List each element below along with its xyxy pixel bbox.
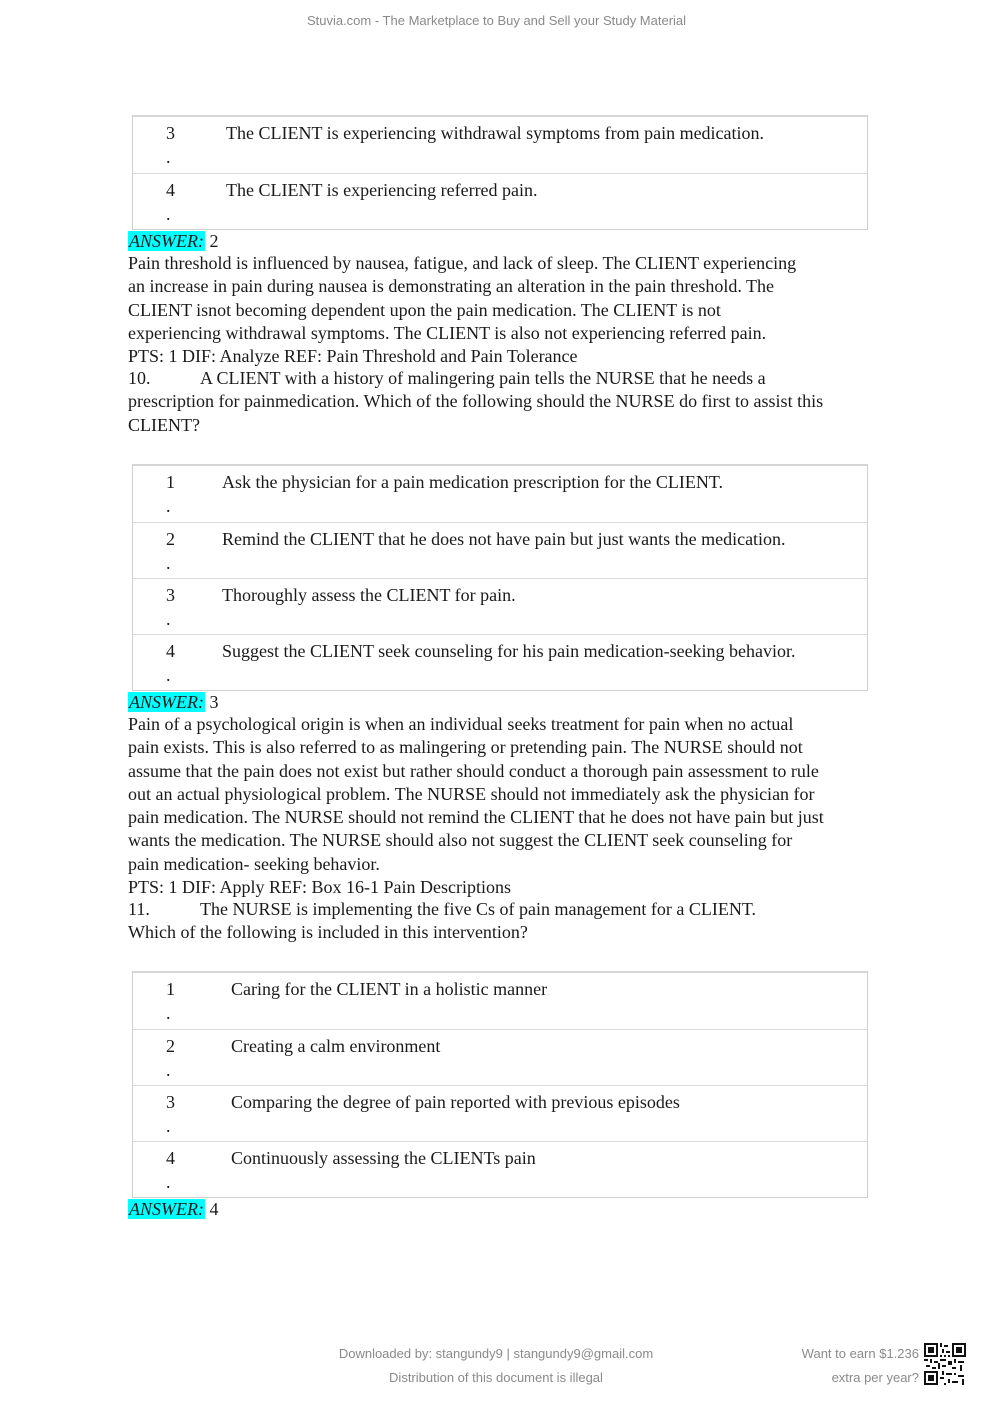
option-text: Ask the physician for a pain medication prescription for the CLIENT. xyxy=(222,472,724,492)
option-number: 2 xyxy=(166,529,175,549)
option-number: 3 xyxy=(166,585,175,605)
answer-label: ANSWER: xyxy=(129,1199,204,1219)
answer-line xyxy=(128,691,218,713)
option-row xyxy=(133,578,867,634)
earn-link-line1[interactable]: Want to earn $1.236 xyxy=(801,1346,919,1361)
option-text: Continuously assessing the CLIENTs pain xyxy=(231,1148,536,1168)
downloaded-by: Downloaded by: stangundy9 | stangundy9@gmail.com xyxy=(338,1346,654,1361)
option-row xyxy=(133,1085,867,1141)
option-text: Thoroughly assess the CLIENT for pain. xyxy=(222,585,516,605)
option-number: 3 xyxy=(166,123,175,143)
answer-value: 4 xyxy=(204,1199,219,1219)
option-dot: . xyxy=(166,1003,171,1023)
option-text: Caring for the CLIENT in a holistic manner xyxy=(231,979,548,999)
page-header[interactable]: Stuvia.com - The Marketplace to Buy and Sell your Study Material xyxy=(306,13,687,28)
answer-value: 2 xyxy=(204,231,219,251)
rationale-line: an increase in pain during nausea is demonstrating an alteration in the pain threshold. The xyxy=(128,276,774,297)
pts-line: PTS: 1 DIF: Apply REF: Box 16-1 Pain Descriptions xyxy=(128,877,512,898)
option-text: The CLIENT is experiencing referred pain. xyxy=(226,180,538,200)
option-row xyxy=(133,1141,867,1197)
question-text: CLIENT? xyxy=(128,414,200,435)
rationale-line: pain exists. This is also referred to as malingering or pretending pain. The NURSE should not xyxy=(128,737,803,758)
options-table xyxy=(132,971,868,1198)
option-row xyxy=(133,973,867,1029)
question-number: 11. xyxy=(128,899,150,919)
option-row xyxy=(133,117,867,173)
question-text: prescription for painmedication. Which of the following should the NURSE do first to assist this xyxy=(128,391,824,412)
option-dot: . xyxy=(166,553,171,573)
option-dot: . xyxy=(166,204,171,224)
rationale xyxy=(128,713,824,899)
answer-line xyxy=(128,1198,218,1220)
question-10 xyxy=(128,367,823,437)
option-number: 4 xyxy=(166,180,175,200)
option-row xyxy=(133,173,867,229)
option-dot: . xyxy=(166,1116,171,1136)
answer-label: ANSWER: xyxy=(129,692,204,712)
rationale-line: wants the medication. The NURSE should also not suggest the CLIENT seek counseling for xyxy=(128,830,793,851)
question-11 xyxy=(128,898,756,945)
option-row xyxy=(133,466,867,522)
option-row xyxy=(133,522,867,578)
option-text: Creating a calm environment xyxy=(231,1036,441,1056)
rationale-line: pain medication- seeking behavior. xyxy=(128,853,380,874)
option-number: 2 xyxy=(166,1036,175,1056)
option-number: 4 xyxy=(166,1148,175,1168)
option-dot: . xyxy=(166,609,171,629)
option-text: Comparing the degree of pain reported with previous episodes xyxy=(231,1092,680,1112)
answer-value: 3 xyxy=(204,692,219,712)
option-dot: . xyxy=(166,147,171,167)
answer-label: ANSWER: xyxy=(129,231,204,251)
option-dot: . xyxy=(166,665,171,685)
option-text: The CLIENT is experiencing withdrawal symptoms from pain medication. xyxy=(226,123,765,143)
option-text: Suggest the CLIENT seek counseling for his pain medication-seeking behavior. xyxy=(222,641,796,661)
option-dot: . xyxy=(166,1060,171,1080)
option-number: 1 xyxy=(166,979,175,999)
qr-code-icon[interactable] xyxy=(924,1343,966,1385)
rationale-line: Pain of a psychological origin is when an individual seeks treatment for pain when no actual xyxy=(128,714,794,734)
rationale-line: experiencing withdrawal symptoms. The CLIENT is also not experiencing referred pain. xyxy=(128,322,767,343)
options-table xyxy=(132,464,868,691)
rationale-line: assume that the pain does not exist but rather should conduct a thorough pain assessment to rule xyxy=(128,760,819,781)
option-row xyxy=(133,634,867,690)
question-text: Which of the following is included in this intervention? xyxy=(128,922,528,943)
distribution-notice: Distribution of this document is illegal xyxy=(389,1370,603,1385)
rationale-line: out an actual physiological problem. The NURSE should not immediately ask the physician for xyxy=(128,783,815,804)
rationale-line: CLIENT isnot becoming dependent upon the pain medication. The CLIENT is not xyxy=(128,299,721,320)
option-number: 3 xyxy=(166,1092,175,1112)
question-number: 10. xyxy=(128,368,151,388)
option-dot: . xyxy=(166,1172,171,1192)
options-table xyxy=(132,115,868,230)
rationale-line: Pain threshold is influenced by nausea, fatigue, and lack of sleep. The CLIENT experiencing xyxy=(128,253,797,273)
option-text: Remind the CLIENT that he does not have pain but just wants the medication. xyxy=(222,529,786,549)
answer-line xyxy=(128,230,218,252)
pts-line: PTS: 1 DIF: Analyze REF: Pain Threshold and Pain Tolerance xyxy=(128,346,578,367)
rationale xyxy=(128,252,796,368)
option-row xyxy=(133,1029,867,1085)
question-text: The NURSE is implementing the five Cs of pain management for a CLIENT. xyxy=(200,899,757,919)
rationale-line: pain medication. The NURSE should not remind the CLIENT that he does not have pain but just xyxy=(128,807,824,828)
option-number: 4 xyxy=(166,641,175,661)
question-text: A CLIENT with a history of malingering pain tells the NURSE that he needs a xyxy=(200,368,766,388)
option-dot: . xyxy=(166,496,171,516)
earn-link-line2[interactable]: extra per year? xyxy=(831,1370,919,1385)
option-number: 1 xyxy=(166,472,175,492)
